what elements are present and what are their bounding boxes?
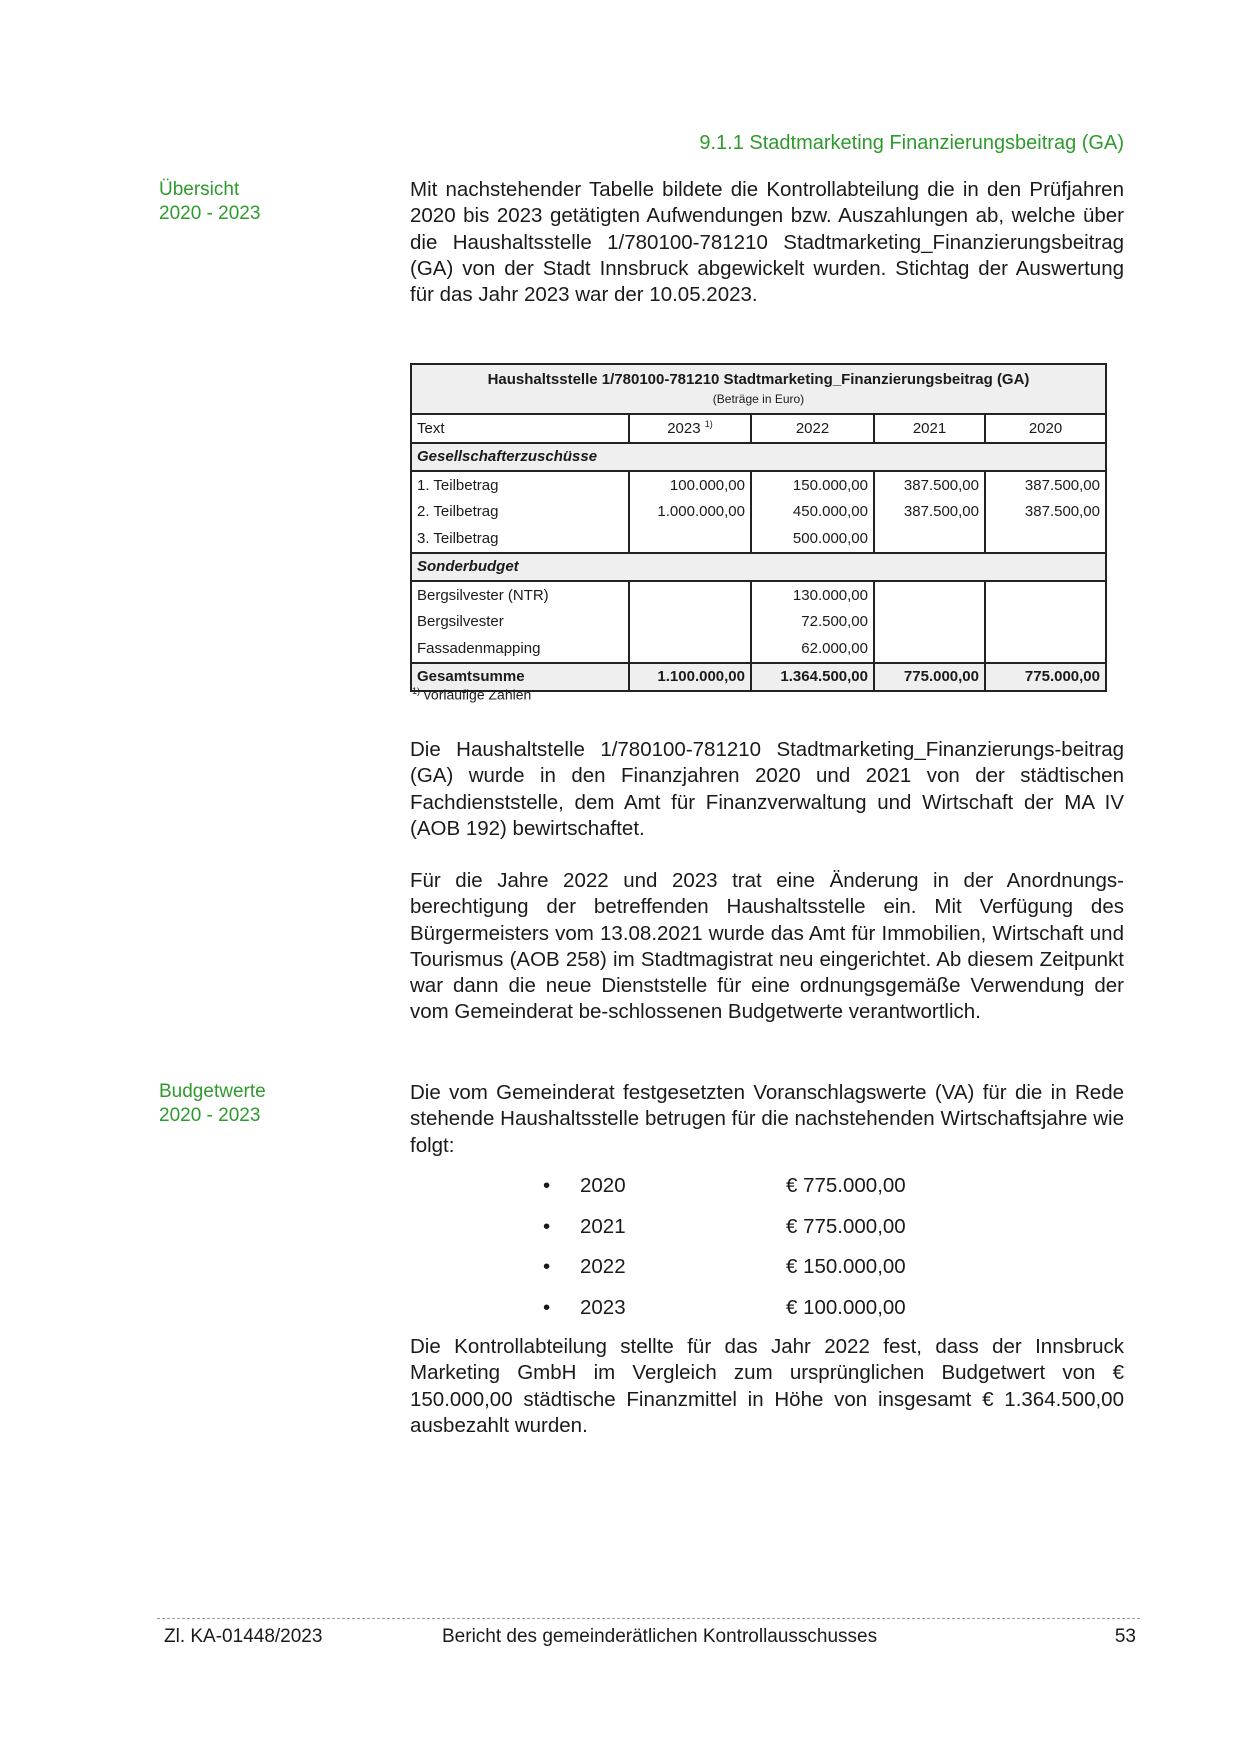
table-header-row (411, 414, 1106, 443)
column-header: 2021 (874, 414, 985, 443)
budget-amount: € 775.000,00 (786, 1174, 906, 1197)
amount-cell: 500.000,00 (751, 525, 874, 553)
amount-cell (874, 581, 985, 609)
table-row (411, 471, 1106, 499)
paragraph: Die Kontrollabteilung stellte für das Jahr 2022 fest, dass der Innsbruck Marketing GmbH im Vergleich zum ursprünglichen Budgetwert von € 150.000,00 städtische Finanzmittel in Höhe von insgesamt € 1.364.500,00 ausbezahlt wurden. (410, 1335, 1124, 1437)
amount-cell (985, 581, 1106, 609)
budget-year: 2022 (580, 1255, 626, 1278)
bullet-icon: • (543, 1174, 551, 1197)
column-header (629, 414, 751, 443)
total-value: 775.000,00 (874, 663, 985, 692)
table-title-cell (411, 364, 1106, 414)
amount-cell: 387.500,00 (874, 499, 985, 526)
table-row (411, 609, 1106, 636)
amount-cell: 387.500,00 (874, 471, 985, 499)
section-heading: 9.1.1 Stadtmarketing Finanzierungsbeitrag (GA) (699, 132, 1124, 154)
row-label: Bergsilvester (NTR) (411, 581, 629, 609)
footer-divider (157, 1618, 1140, 1619)
section-row: Sonderbudget (411, 553, 1106, 582)
paragraph: Die vom Gemeinderat festgesetzten Voranschlagswerte (VA) für die in Rede stehende Haushaltsstelle betrugen für die nachstehenden Wirtschaftsjahre wie folgt: (410, 1081, 1124, 1157)
margin-note-line: 2020 - 2023 (159, 203, 261, 224)
row-label: 2. Teilbetrag (411, 499, 629, 526)
table-row (411, 635, 1106, 663)
amount-cell (874, 609, 985, 636)
row-label: 1. Teilbetrag (411, 471, 629, 499)
budget-amount: € 150.000,00 (786, 1255, 906, 1278)
amount-cell (629, 609, 751, 636)
paragraph: Mit nachstehender Tabelle bildete die Kontrollabteilung die in den Prüfjahren 2020 bis 2023 getätigten Aufwendungen bzw. Auszahlungen ab, welche über die Haushaltsstelle 1/780100-781210 Stadtmarketing_Finanzierungsbeitrag (GA) von der Stadt Innsbruck abgewickelt wurden. Stichtag der Auswertung für das Jahr 2023 war der 10.05.2023. (410, 178, 1124, 307)
amount-cell: 450.000,00 (751, 499, 874, 526)
bullet-icon: • (543, 1255, 551, 1278)
row-label: Bergsilvester (411, 609, 629, 636)
budget-year: 2021 (580, 1214, 626, 1238)
column-header: 2022 (751, 414, 874, 443)
column-header-label: 2023 (667, 420, 701, 438)
amount-cell: 150.000,00 (751, 471, 874, 499)
amount-cell: 387.500,00 (985, 471, 1106, 499)
amount-cell: 1.000.000,00 (629, 499, 751, 526)
paragraph: Für die Jahre 2022 und 2023 trat eine Änderung in der Anordnungs-berechtigung der betreffenden Haushaltsstelle ein. Mit Verfügung des Bürgermeisters vom 13.08.2021 wurde das Amt für Immobilien, Wirtschaft und Tourismus (AOB 258) im Stadtmagistrat neu eingerichtet. Ab diesem Zeitpunkt war dann die neue Dienststelle für eine ordnungsgemäße Verwendung der vom Gemeinderat be-schlossenen Budgetwerte verantwortlich. (410, 869, 1124, 1024)
column-header: 2020 (985, 414, 1106, 443)
total-value: 1.100.000,00 (629, 663, 751, 692)
table-subtitle: (Beträge in Euro) (712, 391, 805, 406)
amount-cell (985, 525, 1106, 553)
bullet-icon: • (543, 1295, 551, 1319)
budget-year: 2023 (580, 1295, 626, 1319)
amount-cell: 387.500,00 (985, 499, 1106, 526)
bullet-icon: • (543, 1214, 551, 1238)
amount-cell (985, 609, 1106, 636)
table-row (411, 581, 1106, 609)
footnote-marker: 1) (412, 686, 421, 696)
row-label: Fassadenmapping (411, 635, 629, 663)
total-value: 775.000,00 (985, 663, 1106, 692)
amount-cell: 130.000,00 (751, 581, 874, 609)
margin-note-line: 2020 - 2023 (159, 1105, 261, 1126)
amount-cell: 62.000,00 (751, 635, 874, 663)
amount-cell (874, 525, 985, 553)
paragraph: Die Haushaltstelle 1/780100-781210 Stadtmarketing_Finanzierungs-beitrag (GA) wurde in den Finanzjahren 2020 und 2021 von der städtischen Fachdienststelle, dem Amt für Finanzverwaltung und Wirtschaft der MA IV (AOB 192) bewirtschaftet. (410, 738, 1124, 840)
footer-title: Bericht des gemeinderätlichen Kontrollausschusses (442, 1626, 878, 1647)
budget-amount: € 100.000,00 (786, 1295, 906, 1319)
amount-cell (985, 635, 1106, 663)
amount-cell (874, 635, 985, 663)
total-value: 1.364.500,00 (751, 663, 874, 692)
table-footnote (412, 686, 531, 703)
budget-table (410, 363, 1107, 692)
amount-cell (629, 635, 751, 663)
amount-cell (629, 581, 751, 609)
margin-note-overview (159, 178, 260, 226)
page-number: 53 (1114, 1626, 1136, 1647)
budget-amount: € 775.000,00 (786, 1214, 906, 1238)
table-row (411, 525, 1106, 553)
footnote-text: vorläufige Zahlen (423, 686, 532, 703)
footnote-marker: 1) (704, 419, 713, 430)
total-label: Gesamtsumme (411, 663, 629, 692)
column-header: Text (411, 414, 629, 443)
table-title: Haushaltsstelle 1/780100-781210 Stadtmarketing_Finanzierungsbeitrag (GA) (487, 370, 1030, 388)
amount-cell: 72.500,00 (751, 609, 874, 636)
budget-year: 2020 (580, 1174, 626, 1197)
margin-note-line: Budgetwerte (159, 1081, 266, 1102)
footer-reference: Zl. KA-01448/2023 (164, 1626, 323, 1647)
amount-cell (629, 525, 751, 553)
margin-note-line: Übersicht (159, 179, 240, 200)
table-row (411, 499, 1106, 526)
margin-note-budget (159, 1080, 266, 1128)
amount-cell: 100.000,00 (629, 471, 751, 499)
row-label: 3. Teilbetrag (411, 525, 629, 553)
section-row: Gesellschafterzuschüsse (411, 443, 1106, 472)
